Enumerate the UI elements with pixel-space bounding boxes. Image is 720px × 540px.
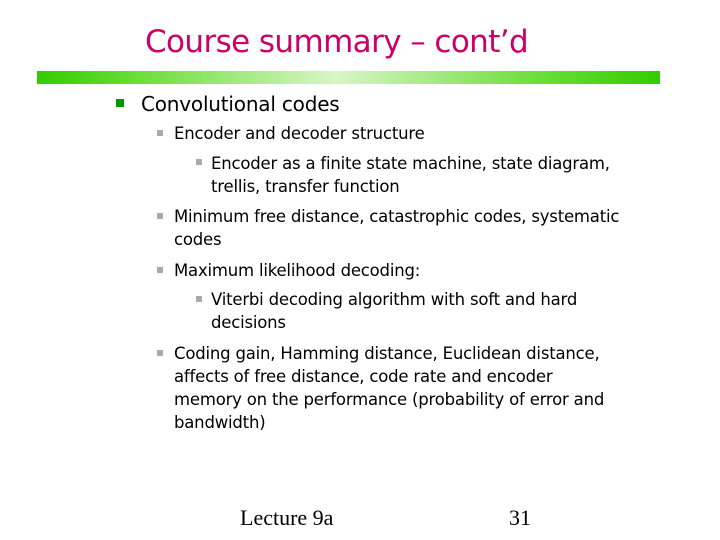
bullet-square-icon — [157, 267, 163, 273]
footer-page-number: 31 — [509, 505, 531, 530]
subsub-bullet-text: decisions — [211, 313, 286, 332]
footer-lecture-label: Lecture 9a — [240, 505, 334, 530]
bullet-square-icon — [157, 213, 163, 219]
bullet-square-icon — [196, 296, 202, 302]
sub-bullet-text: Coding gain, Hamming distance, Euclidean distance, — [174, 344, 600, 363]
sub-bullet-text: Maximum likelihood decoding: — [174, 261, 421, 280]
slide-title: Course summary – cont’d — [145, 24, 529, 60]
sub-bullet-text: affects of free distance, code rate and encoder — [174, 367, 553, 386]
bullet-square-icon — [157, 350, 163, 356]
bullet-square-icon — [116, 99, 124, 107]
subsub-bullet-text: trellis, transfer function — [211, 177, 400, 196]
sub-bullet-text: Encoder and decoder structure — [174, 124, 425, 143]
bullet-square-icon — [157, 130, 163, 136]
main-bullet-text: Convolutional codes — [141, 92, 340, 116]
title-divider — [37, 71, 660, 84]
bullet-square-icon — [196, 159, 202, 165]
sub-bullet-text: bandwidth) — [174, 413, 266, 432]
subsub-bullet-text: Viterbi decoding algorithm with soft and hard — [211, 290, 578, 309]
subsub-bullet-text: Encoder as a finite state machine, state diagram, — [211, 154, 610, 173]
sub-bullet-text: Minimum free distance, catastrophic codes, systematic — [174, 207, 620, 226]
sub-bullet-text: memory on the performance (probability of error and — [174, 390, 605, 409]
sub-bullet-text: codes — [174, 230, 222, 249]
